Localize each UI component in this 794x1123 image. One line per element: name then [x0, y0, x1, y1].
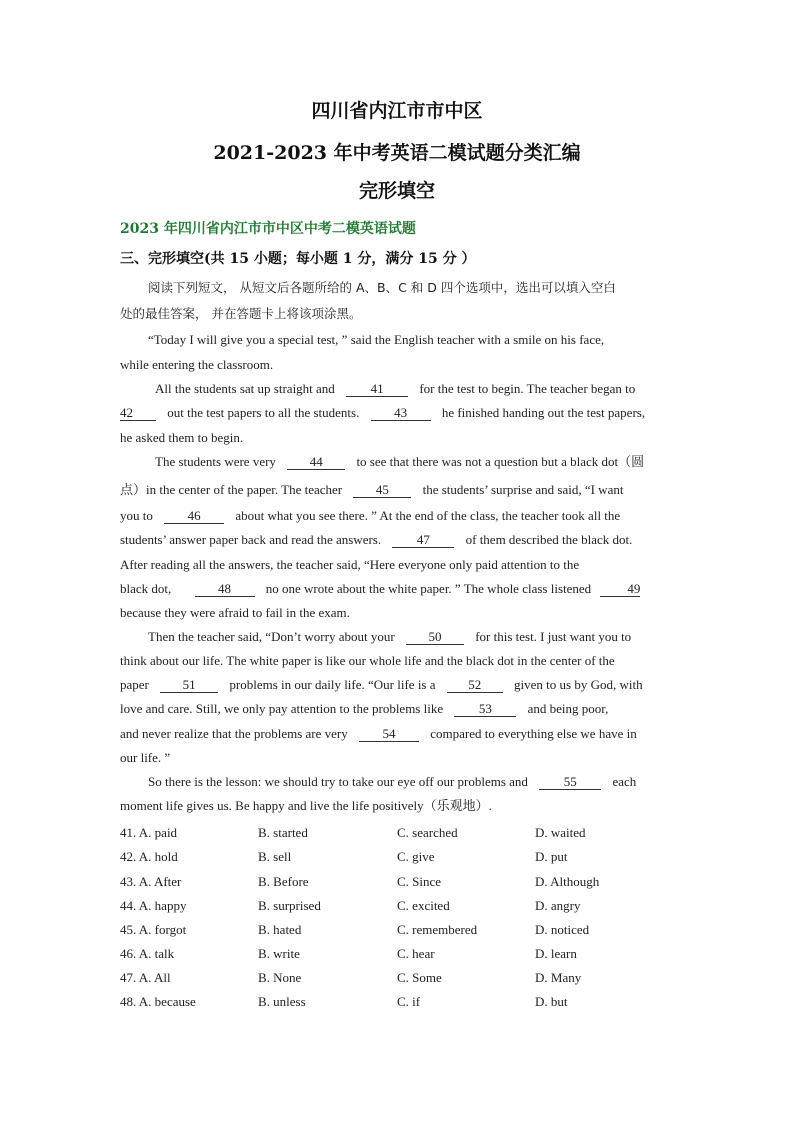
passage-line: while entering the classroom. — [120, 357, 274, 372]
part-heading: 三、完形填空(共 15 小题；每小题 1 分，满分 15 分 ） — [120, 251, 476, 267]
title-exam-collection: 2021-2023 年中考英语二模试题分类汇编 — [213, 142, 581, 164]
option-b: B. surprised — [258, 898, 321, 913]
passage-text: 点）in the center of the paper. The teacher — [120, 482, 343, 497]
option-b: B. sell — [258, 849, 292, 864]
passage-text: students’ answer paper back and read the answers. — [120, 532, 382, 547]
passage-line — [120, 701, 675, 717]
passage-line: our life. ” — [120, 750, 171, 765]
blank-44: 44 — [287, 455, 345, 470]
option-a: 41. A. paid — [120, 825, 178, 840]
blank-47: 47 — [392, 533, 454, 548]
blank-52: 52 — [447, 678, 503, 693]
passage-line — [120, 482, 675, 498]
passage-line — [148, 774, 703, 790]
passage-line — [120, 532, 675, 548]
passage-line — [120, 405, 675, 421]
passage-text: you to — [120, 508, 153, 523]
option-c: C. give — [397, 849, 435, 864]
option-b: B. unless — [258, 994, 306, 1009]
blank-46: 46 — [164, 509, 224, 524]
option-b: B. write — [258, 946, 300, 961]
option-a: 47. A. All — [120, 970, 171, 985]
option-c: C. excited — [397, 898, 450, 913]
passage-text: and being poor, — [527, 701, 609, 716]
passage-line: because they were afraid to fail in the exam. — [120, 605, 350, 620]
blank-49: 49 — [600, 582, 640, 597]
title-region: 四川省内江市市中区 — [311, 100, 483, 122]
option-b: B. started — [258, 825, 308, 840]
passage-line: “Today I will give you a special test, ” said the English teacher with a smile on his face, — [148, 332, 605, 347]
option-c: C. Some — [397, 970, 442, 985]
passage-text: The students were very — [155, 454, 276, 469]
option-d: D. Many — [535, 970, 582, 985]
option-d: D. angry — [535, 898, 581, 913]
passage-text: for this test. I just want you to — [475, 629, 632, 644]
option-c: C. searched — [397, 825, 458, 840]
option-c: C. Since — [397, 874, 442, 889]
option-b: B. hated — [258, 922, 302, 937]
passage-line — [155, 381, 710, 397]
option-d: D. but — [535, 994, 568, 1009]
blank-54: 54 — [359, 727, 419, 742]
option-d: D. noticed — [535, 922, 590, 937]
option-d: D. put — [535, 849, 568, 864]
passage-line — [155, 454, 710, 470]
passage-text: no one wrote about the white paper. ” The whole class listened — [265, 581, 592, 596]
option-a: 45. A. forgot — [120, 922, 187, 937]
passage-line — [120, 677, 675, 693]
passage-line: think about our life. The white paper is like our whole life and the black dot in the center of the — [120, 653, 615, 668]
option-b: B. None — [258, 970, 302, 985]
option-c: C. if — [397, 994, 421, 1009]
passage-text: So there is the lesson: we should try to take our eye off our problems and — [148, 774, 528, 789]
passage-text: given to us by God, with — [514, 677, 643, 692]
passage-text: black dot, — [120, 581, 172, 596]
section-heading: 2023 年四川省内江市市中区中考二模英语试题 — [120, 221, 416, 237]
passage-line: he asked them to begin. — [120, 430, 244, 445]
passage-line — [120, 581, 675, 597]
passage-line — [148, 629, 703, 645]
blank-55: 55 — [539, 775, 601, 790]
instruction-line: 阅读下列短文， 从短文后各题所给的 A、B、C 和 D 四个选项中，选出可以填入空白 — [148, 280, 616, 295]
option-d: D. learn — [535, 946, 577, 961]
blank-41: 41 — [346, 382, 408, 397]
passage-text: of them described the black dot. — [465, 532, 633, 547]
passage-line: moment life gives us. Be happy and live the life positively（乐观地）. — [120, 798, 492, 813]
passage-line — [120, 726, 675, 742]
option-d: D. waited — [535, 825, 586, 840]
passage-text: about what you see there. ” At the end of the class, the teacher took all the — [235, 508, 621, 523]
blank-42: 42 — [120, 406, 156, 421]
option-a: 44. A. happy — [120, 898, 187, 913]
passage-text: problems in our daily life. “Our life is a — [229, 677, 436, 692]
passage-line: After reading all the answers, the teacher said, “Here everyone only paid attention to the — [120, 557, 580, 572]
passage-text: compared to everything else we have in — [430, 726, 637, 741]
passage-text: All the students sat up straight and — [155, 381, 335, 396]
option-b: B. Before — [258, 874, 309, 889]
blank-50: 50 — [406, 630, 464, 645]
blank-51: 51 — [160, 678, 218, 693]
passage-text: he finished handing out the test papers, — [441, 405, 646, 420]
passage-text: Then the teacher said, “Don’t worry about your — [148, 629, 395, 644]
option-a: 43. A. After — [120, 874, 182, 889]
option-c: C. hear — [397, 946, 435, 961]
passage-line — [120, 508, 675, 524]
passage-text: the students’ surprise and said, “I want — [422, 482, 624, 497]
blank-48: 48 — [195, 582, 255, 597]
option-a: 46. A. talk — [120, 946, 175, 961]
passage-text: each — [612, 774, 637, 789]
passage-text: to see that there was not a question but a black dot（圆 — [356, 454, 645, 469]
option-c: C. remembered — [397, 922, 478, 937]
blank-53: 53 — [454, 702, 516, 717]
blank-43: 43 — [371, 406, 431, 421]
passage-text: love and care. Still, we only pay attention to the problems like — [120, 701, 444, 716]
option-a: 42. A. hold — [120, 849, 178, 864]
title-cloze: 完形填空 — [358, 180, 435, 202]
passage-text: paper — [120, 677, 149, 692]
passage-text: and never realize that the problems are very — [120, 726, 348, 741]
option-a: 48. A. because — [120, 994, 196, 1009]
passage-text: for the test to begin. The teacher began to — [419, 381, 636, 396]
instruction-line: 处的最佳答案， 并在答题卡上将该项涂黑。 — [120, 306, 362, 321]
blank-45: 45 — [353, 483, 411, 498]
passage-text: out the test papers to all the students. — [167, 405, 360, 420]
option-d: D. Although — [535, 874, 600, 889]
